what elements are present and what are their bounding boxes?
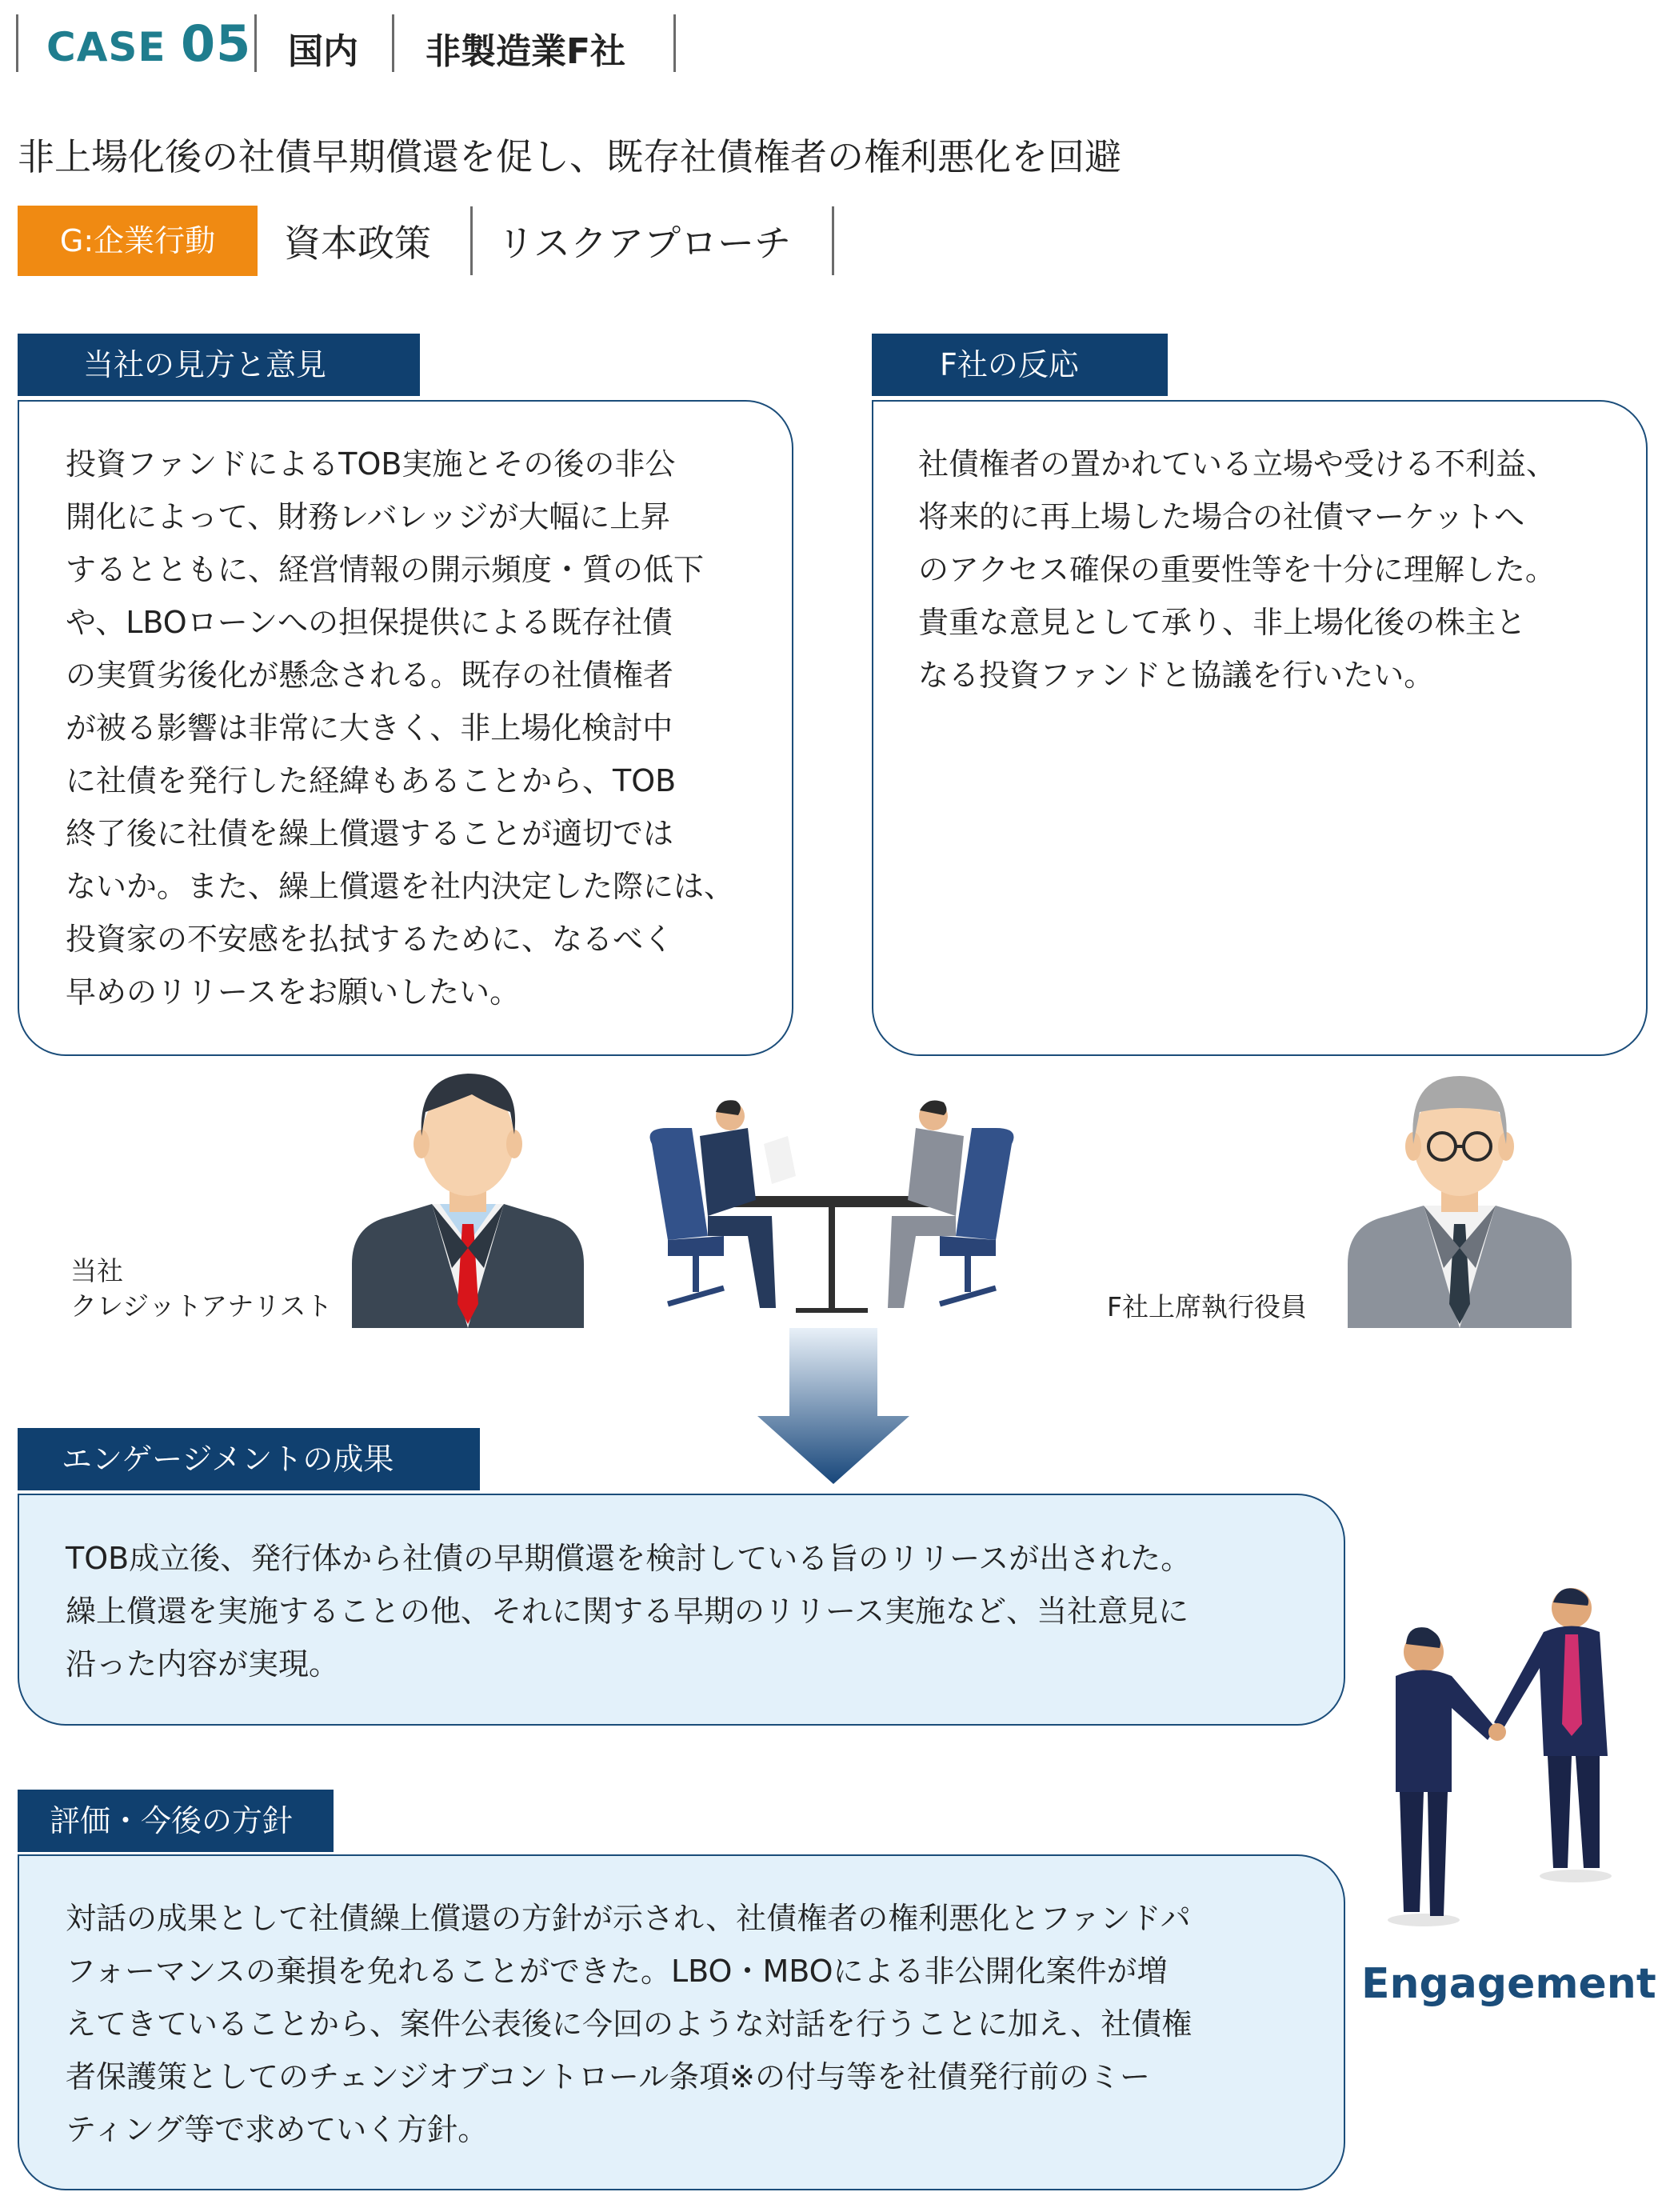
tag-divider	[832, 206, 834, 275]
text-line: 繰上償還を実施することの他、それに関する早期のリリース実施など、当社意見に	[66, 1594, 1189, 1629]
text-line: 貴重な意見として承り、非上場化後の株主と	[918, 605, 1527, 640]
header-divider	[392, 14, 394, 72]
tag-risk-approach: リスクアプローチ	[497, 222, 792, 265]
text-line: 投資ファンドによるTOB実施とその後の非公	[66, 446, 676, 482]
text-line: ティング等で求めていく方針。	[66, 2112, 489, 2147]
executive-label: F社上席執行役員	[1107, 1291, 1307, 1322]
text-line: が被る影響は非常に大きく、非上場化検討中	[66, 710, 673, 746]
header-divider	[254, 14, 257, 72]
text-line: 沿った内容が実現。	[66, 1646, 340, 1682]
reaction-heading: F社の反応	[872, 334, 1168, 396]
page-title: 非上場化後の社債早期償還を促し、既存社債権者の権利悪化を回避	[18, 135, 1121, 178]
text-line: 投資家の不安感を払拭するために、なるべく	[66, 922, 674, 957]
header-divider	[673, 14, 676, 72]
results-text	[66, 1532, 1191, 1690]
text-line: なる投資ファンドと協議を行いたい。	[918, 658, 1435, 693]
company-label: 非製造業F社	[425, 31, 626, 72]
text-line: TOB成立後、発行体から社債の早期償還を検討している旨のリリースが出された。	[66, 1541, 1192, 1576]
reaction-text	[918, 438, 1556, 702]
text-line: のアクセス確保の重要性等を十分に理解した。	[918, 552, 1556, 587]
results-heading: エンゲージメントの成果	[18, 1428, 480, 1490]
text-line: 将来的に再上場した場合の社債マーケットへ	[918, 499, 1525, 534]
our-view-text	[66, 438, 734, 1018]
analyst-label-line: 当社	[70, 1255, 123, 1286]
tag-capital-policy: 資本政策	[284, 222, 431, 265]
text-line: 開化によって、財務レバレッジが大幅に上昇	[66, 499, 671, 534]
our-view-heading: 当社の見方と意見	[18, 334, 420, 396]
text-line: 終了後に社債を繰上償還することが適切では	[66, 816, 674, 851]
tag-divider	[470, 206, 473, 275]
evaluation-heading: 評価・今後の方針	[18, 1790, 334, 1852]
handshake-illustration	[1368, 1588, 1640, 1928]
text-line: 早めのリリースをお願いしたい。	[66, 974, 521, 1010]
analyst-label-line: クレジットアナリスト	[70, 1290, 333, 1322]
text-line: 対話の成果として社債繰上償還の方針が示され、社債権者の権利悪化とファンドパ	[66, 1901, 1191, 1936]
text-line: ないか。また、繰上償還を社内決定した際には、	[66, 869, 735, 904]
text-line: えてきていることから、案件公表後に今回のような対話を行うことに加え、社債権	[66, 2006, 1193, 2042]
case-number: 05	[180, 14, 252, 73]
text-line: 者保護策としてのチェンジオブコントロール条項※の付与等を社債発行前のミー	[66, 2059, 1150, 2094]
header-divider	[16, 14, 18, 72]
case-word: CASE	[46, 24, 166, 70]
text-line: や、LBOローンへの担保提供による既存社債	[66, 605, 673, 640]
text-line: に社債を発行した経緯もあることから、TOB	[66, 763, 677, 798]
text-line: の実質劣後化が懸念される。既存の社債権者	[66, 658, 674, 693]
arrow-down-icon	[757, 1328, 909, 1484]
region-label: 国内	[288, 31, 358, 72]
case-label	[46, 14, 251, 73]
analyst-illustration	[352, 1064, 584, 1328]
meeting-illustration	[636, 1096, 1028, 1320]
tag-primary: G:企業行動	[18, 206, 258, 276]
text-line: するとともに、経営情報の開示頻度・質の低下	[66, 552, 705, 587]
engagement-label: Engagement	[1361, 1960, 1656, 2008]
text-line: 社債権者の置かれている立場や受ける不利益、	[918, 446, 1557, 482]
text-line: フォーマンスの棄損を免れることができた。LBO・MBOによる非公開化案件が増	[66, 1954, 1168, 1989]
analyst-label	[70, 1254, 333, 1324]
executive-illustration	[1348, 1068, 1572, 1328]
evaluation-text	[66, 1892, 1192, 2156]
